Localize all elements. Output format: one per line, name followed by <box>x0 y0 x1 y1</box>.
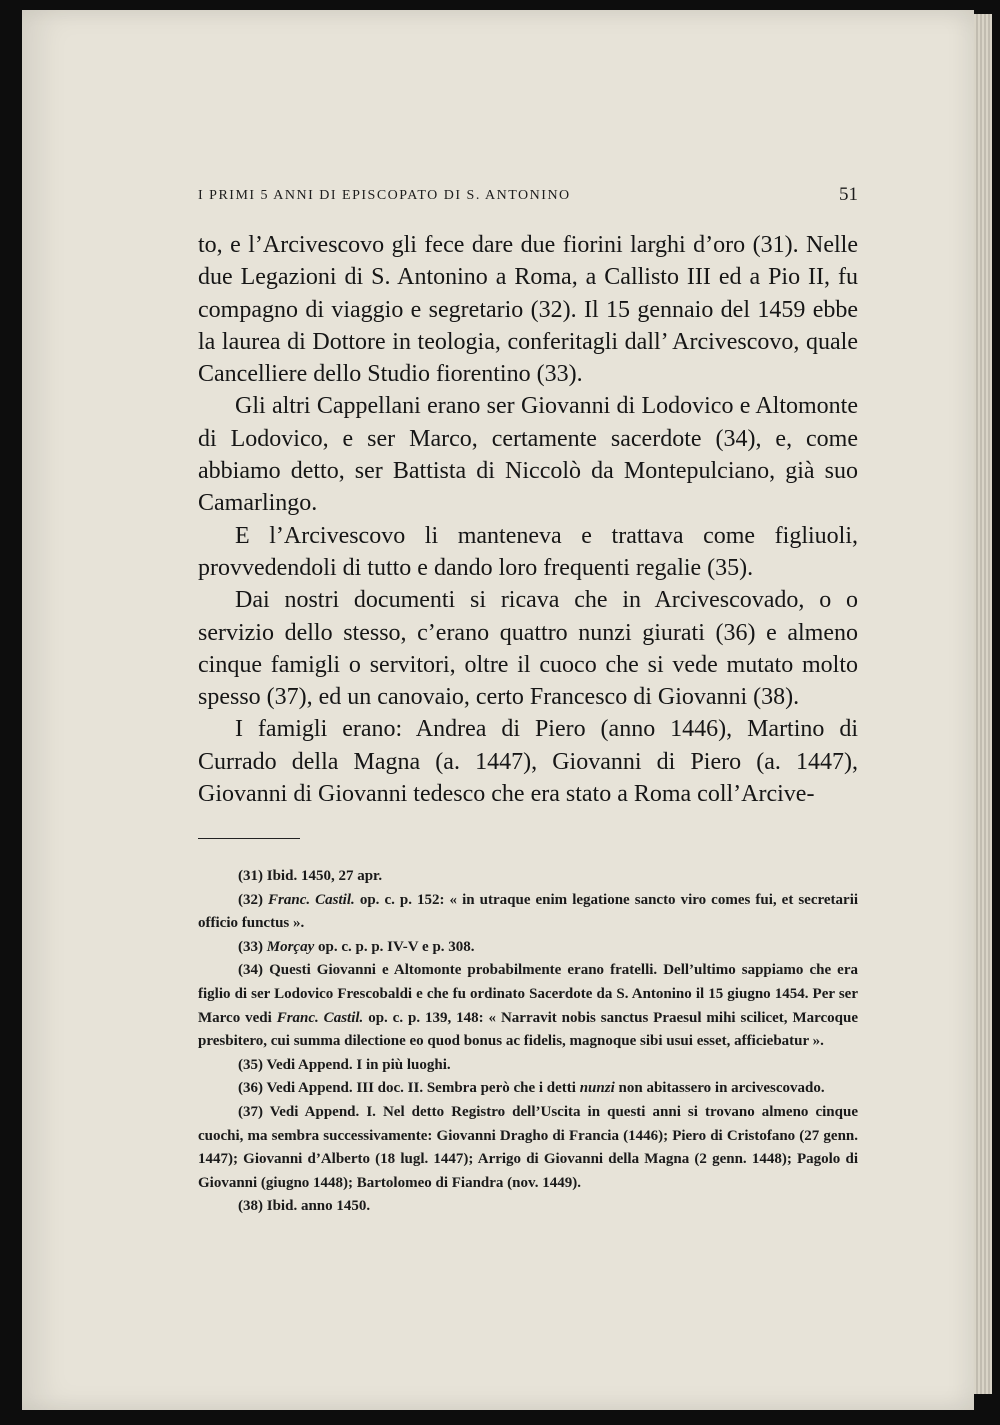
footnote-number: (35) <box>238 1056 263 1073</box>
paragraph: E l’Arcivescovo li manteneva e trattava come figliuoli, provvedendoli di tutto e dando loro frequenti regalie (35). <box>198 522 858 581</box>
footnote-text: Ibid. 1450, 27 apr. <box>266 868 383 884</box>
running-title: I PRIMI 5 ANNI DI EPISCOPATO DI S. ANTONINO <box>198 188 571 203</box>
footnote-text: Vedi Append. I in più luoghi. <box>266 1056 451 1073</box>
footnote <box>198 865 858 889</box>
footnote <box>198 889 858 936</box>
running-header <box>198 186 858 208</box>
paragraph: I famigli erano: Andrea di Piero (anno 1446), Martino di Currado della Magna (a. 1447), Giovanni di Piero (a. 1447), Giovanni di Giovanni tedesco che era stato a Roma coll’Arcive- <box>198 716 858 808</box>
footnote <box>198 936 858 960</box>
footnote-number: (36) <box>238 1080 263 1097</box>
footnote-emphasis: nunzi <box>579 1080 615 1097</box>
book-page <box>22 10 974 1410</box>
footnote-number: (38) <box>238 1198 263 1215</box>
page-number: 51 <box>839 184 858 205</box>
footnote-citation: Morçay <box>266 938 315 955</box>
footnote-text: op. c. p. p. IV-V e p. 308. <box>318 938 475 955</box>
footnote-number: (31) <box>238 868 263 884</box>
footnote-number: (33) <box>238 938 263 955</box>
paragraph: Dai nostri documenti si ricava che in Arcivescovado, o o servizio dello stesso, c’erano quattro nunzi giurati (36) e almeno cinque famigli o servitori, oltre il cuoco che si vede mutato molto spesso (37), ed un canovaio, certo Francesco di Giovanni (38). <box>198 587 858 711</box>
footnote <box>198 959 858 1053</box>
footnote-citation: Franc. Castil. <box>268 891 355 908</box>
footnote <box>198 1101 858 1195</box>
footnote-text: Questi Giovanni e Altomonte probabilmente erano fratelli. Dell’ultimo sappiamo che era figlio di ser Lodovico Frescobaldi e che fu ordinato Sacerdote da S. Antonino il 15 giugno 1454. Per ser Marco vedi <box>198 962 859 1026</box>
footnote-text: op. c. p. 152: « in utraque enim legatione sancto viro comes fui, et secretarii officio functus ». <box>198 891 859 932</box>
footnote <box>198 1077 858 1101</box>
footnote-divider <box>198 838 300 839</box>
footnotes <box>198 865 858 1219</box>
footnote <box>198 1195 858 1219</box>
footnote-text: Ibid. anno 1450. <box>266 1198 371 1215</box>
footnote <box>198 1054 858 1078</box>
footnote-text: Vedi Append. III doc. II. Sembra però che i detti <box>266 1080 576 1097</box>
paragraph: Gli altri Cappellani erano ser Giovanni di Lodovico e Altomonte di Lodovico, e ser Marco, certamente sacerdote (34), e, come abbiamo detto, ser Battista di Niccolò da Montepulciano, già suo Camarlingo. <box>198 393 858 517</box>
footnote-citation: Franc. Castil. <box>276 1009 364 1026</box>
footnote-text: Vedi Append. I. Nel detto Registro dell’Uscita in questi anni si trovano almeno cinque cuochi, ma sembra successivamente: Giovanni Dragho di Francia (1446); Piero di Cristofano (27 genn. 1447); Giovanni d’Alberto (18 lugl. 1447); Arrigo di Giovanni della Magna (2 genn. 1448); Pagolo di Giovanni (giugno 1448); Bartolomeo di Fiandra (nov. 1449). <box>198 1103 858 1191</box>
main-text <box>198 229 858 810</box>
footnote-number: (37) <box>238 1103 263 1120</box>
footnote-number: (34) <box>238 962 263 979</box>
footnote-text: non abitassero in arcivescovado. <box>618 1080 825 1097</box>
page-edges <box>974 14 992 1394</box>
footnote-number: (32) <box>238 891 263 908</box>
paragraph: to, e l’Arcivescovo gli fece dare due fiorini larghi d’oro (31). Nelle due Legazioni di S. Antonino a Roma, a Callisto III ed a Pio II, fu compagno di viaggio e segretario (32). Il 15 gennaio del 1459 ebbe la laurea di Dottore in teologia, conferitagli dall’ Arcivescovo, quale Cancelliere dello Studio fiorentino (33). <box>198 232 858 388</box>
footnote-text: op. c. p. 139, 148: « Narravit nobis sanctus Praesul mihi scilicet, Marcoque presbitero, cui summa dilectione eo quod bonus ac fidelis, magnoque sibi usui esset, afficiebatur ». <box>198 1009 859 1050</box>
